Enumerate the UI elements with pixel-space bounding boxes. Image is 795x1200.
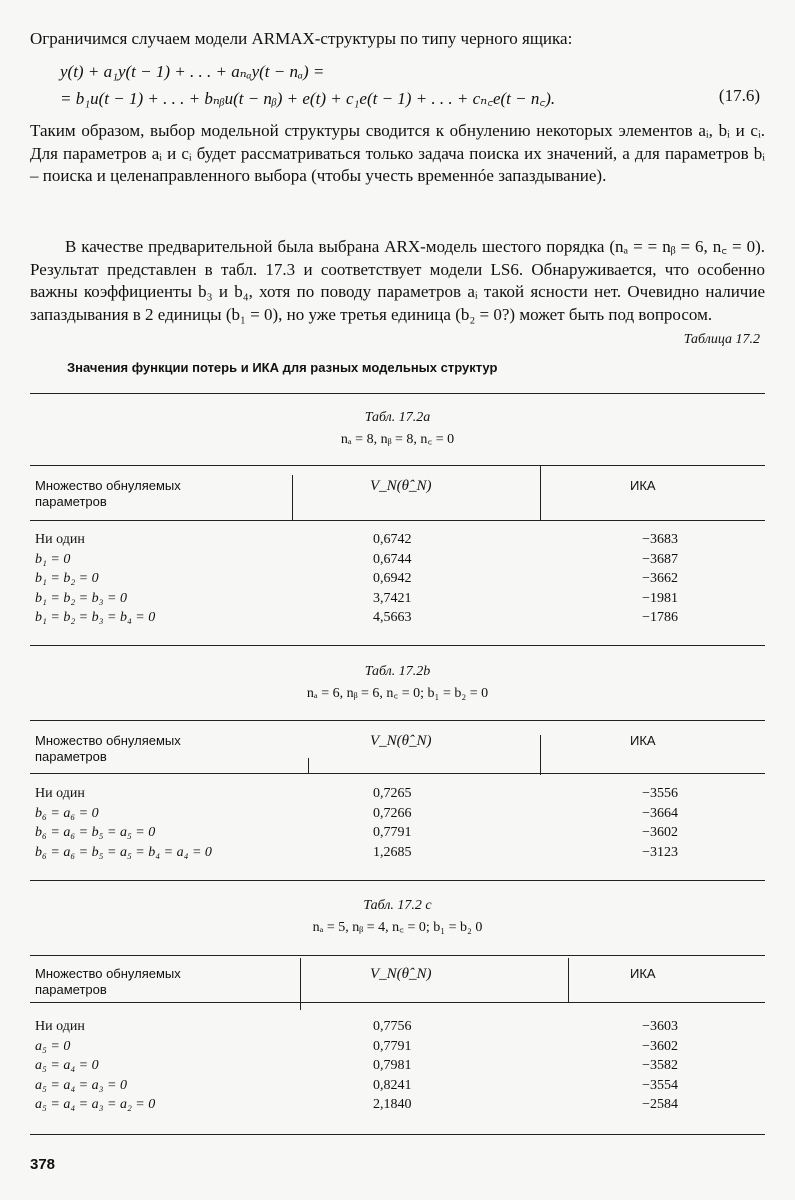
table-row — [30, 552, 765, 572]
table-b-subheader — [30, 664, 765, 702]
cell-set: b₁ = 0 — [35, 551, 71, 567]
cell-loss: 0,7265 — [373, 786, 412, 801]
equation-line-2 — [60, 86, 760, 109]
cell-loss: 0,7266 — [373, 805, 412, 821]
cell-set: Ни один — [35, 1019, 85, 1034]
table-row — [30, 1058, 765, 1078]
table-c-top-rule — [30, 880, 765, 881]
cell-set: b₆ = a₆ = b₅ = a₅ = b₄ = a₄ = 0 — [35, 844, 212, 860]
table-row — [30, 532, 765, 552]
cell-set: Ни один — [35, 532, 85, 547]
cell-ika: −3556 — [642, 786, 678, 801]
table-title: Значения функции потерь и ИКА для разных модельных структур — [67, 360, 498, 375]
page-number: 378 — [30, 1156, 56, 1173]
table-row — [30, 610, 765, 630]
header-col-set: Множество обнуляемых параметров — [35, 966, 181, 997]
table-a-name: Табл. 17.2a — [364, 410, 431, 425]
cell-set: b₁ = b₂ = b₃ = b₄ = 0 — [35, 610, 156, 625]
table-b-body — [30, 786, 765, 864]
header-col-loss: V_N(θ̂_N) — [370, 966, 432, 982]
cell-loss: 0,6744 — [373, 551, 412, 567]
table-b-name: Табл. 17.2b — [364, 664, 431, 679]
table-row — [30, 591, 765, 611]
cell-loss: 0,6742 — [373, 532, 412, 547]
cell-set: a₅ = 0 — [35, 1038, 71, 1054]
cell-loss: 4,5663 — [373, 610, 412, 625]
table-row — [30, 571, 765, 591]
table-row — [30, 845, 765, 865]
cell-set: b₁ = b₂ = b₃ = 0 — [35, 590, 127, 606]
cell-set: b₆ = a₆ = 0 — [35, 805, 99, 821]
cell-ika: −3123 — [642, 844, 678, 860]
table-row — [30, 806, 765, 826]
equation-line-1: y(t) + a₁y(t − 1) + . . . + aₙₐy(t − nₐ) = — [60, 62, 325, 81]
intro-paragraph: Ограничимся случаем модели ARMAX-структуры по типу черного ящика: — [30, 29, 573, 48]
table-a-top-rule — [30, 393, 765, 394]
table-a-subheader — [30, 410, 765, 448]
cell-loss: 0,6942 — [373, 571, 412, 586]
header-col-loss: V_N(θ̂_N) — [370, 733, 432, 749]
cell-loss: 2,1840 — [373, 1097, 412, 1112]
equation-number: (17.6) — [718, 86, 760, 105]
header-col-loss: V_N(θ̂_N) — [370, 478, 432, 494]
cell-ika: −3603 — [642, 1019, 678, 1034]
table-a-condition: nₐ = 8, nᵦ = 8, n꜀ = 0 — [340, 432, 455, 447]
table-row — [30, 1039, 765, 1059]
header-col-ika: ИКА — [630, 478, 656, 493]
table-row — [30, 1019, 765, 1039]
cell-loss: 1,2685 — [373, 844, 412, 860]
header-col-ika: ИКА — [630, 966, 656, 981]
cell-loss: 0,7791 — [373, 825, 412, 840]
paragraph-arx-model: В качестве предварительной была выбрана ARX-модель шестого порядка (nₐ = = nᵦ = 6, n꜀ = 0). Результат представлен в табл. 17.3 и соответствует модели LS6. Обнаруживается, что особенно важны коэффициенты b₃ и b₄, хотя по поводу параметров aᵢ такой ясности нет. Очевидно наличие запаздывания в 2 единицы (b₁ = 0), но уже третья единица (b₂ = 0?) может быть под вопросом. — [30, 237, 765, 324]
cell-set: Ни один — [35, 786, 85, 801]
cell-set: a₅ = a₄ = 0 — [35, 1058, 99, 1073]
cell-ika: −2584 — [642, 1097, 678, 1112]
table-caption: Таблица 17.2 — [683, 332, 760, 347]
cell-loss: 0,7981 — [373, 1058, 412, 1073]
cell-set: b₁ = b₂ = 0 — [35, 571, 99, 586]
header-col-set: Множество обнуляемых параметров — [35, 733, 181, 764]
table-a-col-divider-1 — [292, 475, 293, 520]
table-b-top-rule — [30, 645, 765, 646]
cell-loss: 0,8241 — [373, 1077, 412, 1093]
cell-ika: −3664 — [642, 805, 678, 821]
table-c-name: Табл. 17.2 c — [363, 898, 432, 913]
paragraph-model-structure: Таким образом, выбор модельной структуры сводится к обнулению некоторых элементов aᵢ, bᵢ и cᵢ. Для параметров aᵢ и cᵢ будет рассматриваться только задача поиска их значений, а для параметров bᵢ – поиска и целенаправленного выбора (чтобы учесть временнóе запаздывание). — [30, 121, 765, 185]
table-c-subheader — [30, 898, 765, 936]
cell-loss: 3,7421 — [373, 590, 412, 606]
table-b-col-divider-2 — [540, 735, 541, 775]
table-a-col-divider-2 — [540, 466, 541, 521]
cell-ika: −1786 — [642, 610, 678, 625]
table-a-header-top-rule — [30, 465, 765, 466]
table-c-bottom-rule — [30, 1134, 765, 1135]
cell-loss: 0,7756 — [373, 1019, 412, 1034]
table-c-condition: nₐ = 5, nᵦ = 4, n꜀ = 0; b₁ = b₂ 0 — [312, 920, 483, 935]
table-a-header-bottom-rule — [30, 520, 765, 521]
header-col-set: Множество обнуляемых параметров — [35, 478, 181, 509]
cell-ika: −3602 — [642, 1038, 678, 1054]
cell-ika: −1981 — [642, 590, 678, 606]
cell-ika: −3687 — [642, 551, 678, 567]
cell-ika: −3554 — [642, 1077, 678, 1093]
cell-ika: −3602 — [642, 825, 678, 840]
cell-set: a₅ = a₄ = a₃ = 0 — [35, 1077, 127, 1093]
cell-ika: −3662 — [642, 571, 678, 586]
table-b-condition: nₐ = 6, nᵦ = 6, n꜀ = 0; b₁ = b₂ = 0 — [306, 686, 489, 701]
table-b-header-top-rule — [30, 720, 765, 721]
cell-ika: −3582 — [642, 1058, 678, 1073]
table-row — [30, 825, 765, 845]
cell-set: b₆ = a₆ = b₅ = a₅ = 0 — [35, 825, 156, 840]
table-b-col-divider-1 — [308, 758, 309, 774]
table-c-header-top-rule — [30, 955, 765, 956]
table-row — [30, 1097, 765, 1117]
table-row — [30, 1078, 765, 1098]
table-c-col-divider-2 — [568, 958, 569, 1002]
cell-loss: 0,7791 — [373, 1038, 412, 1054]
table-b-header-bottom-rule — [30, 773, 765, 774]
table-c-body — [30, 1019, 765, 1117]
header-col-ika: ИКА — [630, 733, 656, 748]
equation-line-2-body: = b₁u(t − 1) + . . . + bₙᵦu(t − nᵦ) + e(t) + c₁e(t − 1) + . . . + cₙ꜀e(t − n꜀). — [60, 89, 556, 108]
table-row — [30, 786, 765, 806]
cell-ika: −3683 — [642, 532, 678, 547]
table-a-body — [30, 532, 765, 630]
cell-set: a₅ = a₄ = a₃ = a₂ = 0 — [35, 1097, 156, 1112]
table-c-header-bottom-rule — [30, 1002, 765, 1003]
